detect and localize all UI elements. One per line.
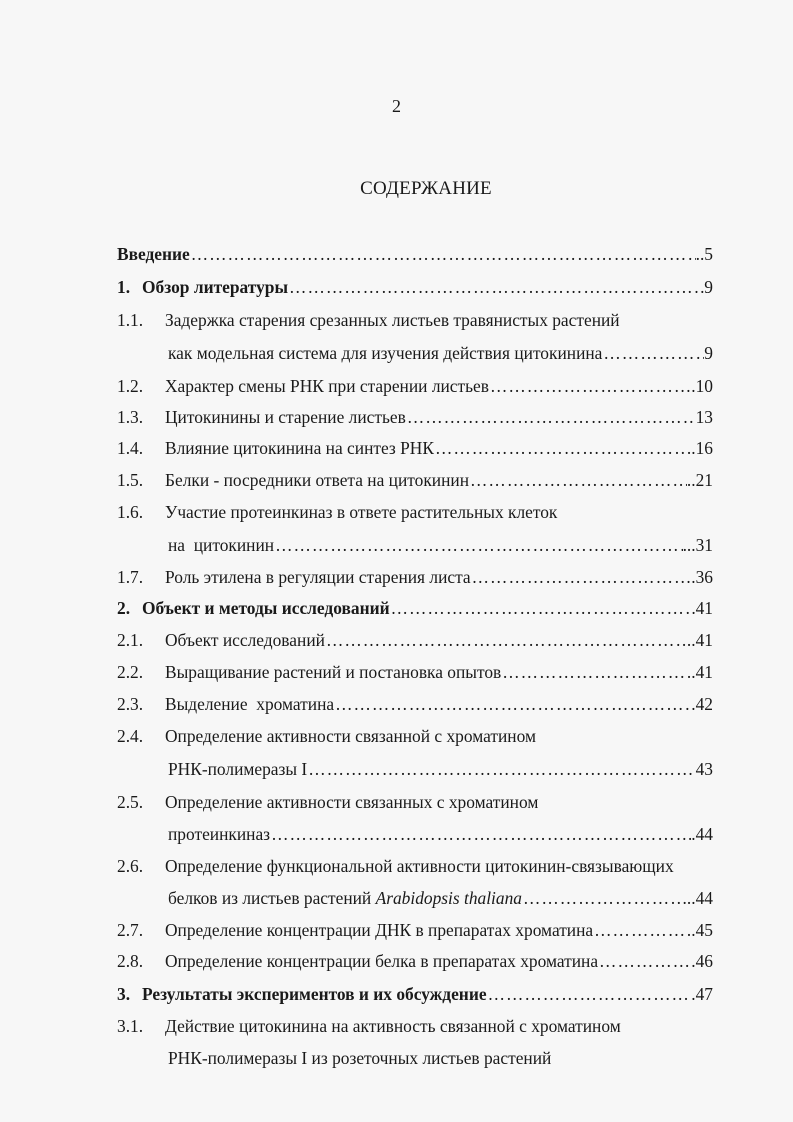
leader-dots — [489, 370, 691, 402]
toc-page-number: ..44 — [686, 888, 713, 908]
toc-entry-1-4 — [0, 432, 793, 464]
toc-entry-title: Характер смены РНК при старении листьев — [165, 376, 489, 396]
toc-entry-title: Цитокинины и старение листьев — [165, 407, 406, 427]
toc-page-number: ..21 — [686, 470, 713, 490]
toc-page-number: .47 — [691, 984, 713, 1004]
toc-entry-number: 1.1. — [117, 310, 144, 330]
toc-entry-2-7 — [0, 914, 793, 946]
toc-page-number: 9 — [704, 343, 713, 363]
toc-page-number: 41 — [695, 598, 713, 618]
leader-dots — [434, 432, 687, 464]
toc-entry-title: Объект исследований — [165, 630, 325, 650]
leader-dots — [325, 624, 687, 656]
toc-entry-title: Выращивание растений и постановка опытов — [165, 662, 502, 682]
toc-entry-title: Введение — [117, 244, 190, 264]
toc-entry-1-7 — [0, 561, 793, 593]
page-number: 2 — [392, 96, 401, 116]
toc-entry-title: Определение функциональной активности цитокинин-связывающих — [165, 856, 674, 876]
toc-entry-2-5-cont — [0, 818, 793, 850]
page-title: СОДЕРЖАНИЕ — [360, 178, 492, 199]
toc-entry-number: 2.2. — [117, 662, 144, 682]
toc-page-number: .45 — [691, 920, 713, 940]
toc-entry-number: 1.3. — [117, 407, 144, 427]
toc-entry-2-1 — [0, 624, 793, 656]
toc-page-number: ..41 — [686, 662, 713, 682]
toc-entry-number: 2. — [117, 598, 131, 618]
toc-entry-number: 1.2. — [117, 376, 144, 396]
toc-entry-1-1-cont — [0, 337, 793, 369]
toc-entry-title: Обзор литературы — [142, 277, 289, 297]
toc-entry-1-5 — [0, 464, 793, 496]
leader-dots — [390, 592, 696, 624]
toc-entry-number: 3. — [117, 984, 131, 1004]
toc-entry-2-4 — [0, 720, 793, 752]
leader-dots — [334, 688, 691, 720]
toc-entry-2-4-cont — [0, 753, 793, 785]
toc-page-number: 9 — [704, 277, 713, 297]
toc-entry-title: Объект и методы исследований — [142, 598, 390, 618]
leader-dots — [471, 561, 692, 593]
toc-entry-title-cont: на цитокинин — [168, 535, 275, 555]
toc-entry-title-cont: как модельная система для изучения действия цитокинина — [168, 343, 603, 363]
toc-page-number: ...31 — [682, 535, 713, 555]
toc-entry-2-8 — [0, 945, 793, 977]
toc-entry-title-cont: РНК-полимеразы I — [168, 759, 308, 779]
toc-entry-3 — [0, 978, 793, 1010]
toc-entry-2-6-cont — [0, 882, 793, 914]
toc-entry-1-6-cont — [0, 529, 793, 561]
toc-entry-1-6 — [0, 496, 793, 528]
toc-page-number: 13 — [695, 407, 713, 427]
toc-entry-title: Определение активности связанных с хроматином — [165, 792, 539, 812]
toc-entry-title: Действие цитокинина на активность связанной с хроматином — [165, 1016, 621, 1036]
toc-entry-title-cont: протеинкиназ — [168, 824, 271, 844]
leader-dots — [288, 271, 704, 303]
toc-entry-number: 1.6. — [117, 502, 144, 522]
toc-entry-number: 1.5. — [117, 470, 144, 490]
leader-dots — [190, 238, 696, 270]
leader-dots — [593, 914, 691, 946]
toc-entry-number: 2.4. — [117, 726, 144, 746]
leader-dots — [602, 337, 704, 369]
leader-dots — [406, 401, 696, 433]
toc-entry-title-cont: РНК-полимеразы I из розеточных листьев растений — [168, 1048, 552, 1068]
toc-entry-title: Участие протеинкиназ в ответе растительных клеток — [165, 502, 558, 522]
toc-entry-number: 2.5. — [117, 792, 144, 812]
toc-entry-3-1 — [0, 1010, 793, 1042]
leader-dots — [307, 753, 695, 785]
toc-entry-title: Задержка старения срезанных листьев травянистых растений — [165, 310, 620, 330]
toc-page-number: .36 — [691, 567, 713, 587]
toc-page-number: ..5 — [695, 244, 713, 264]
toc-entry-2 — [0, 592, 793, 624]
toc-entry-number: 3.1. — [117, 1016, 144, 1036]
toc-entry-2-5 — [0, 786, 793, 818]
toc-entry-title: Влияние цитокинина на синтез РНК — [165, 438, 434, 458]
leader-dots — [501, 656, 687, 688]
toc-entry-1 — [0, 271, 793, 303]
leader-dots — [274, 529, 682, 561]
toc-entry-intro — [0, 238, 793, 270]
toc-entry-1-1 — [0, 304, 793, 336]
leader-dots — [487, 978, 692, 1010]
toc-entry-number: 2.1. — [117, 630, 144, 650]
toc-entry-3-1-cont — [0, 1042, 793, 1074]
toc-entry-number: 2.7. — [117, 920, 144, 940]
toc-entry-1-3 — [0, 401, 793, 433]
toc-entry-number: 2.8. — [117, 951, 144, 971]
toc-entry-number: 1.7. — [117, 567, 144, 587]
toc-entry-title: Определение активности связанной с хроматином — [165, 726, 536, 746]
toc-page-number: 43 — [695, 759, 713, 779]
toc-entry-2-3 — [0, 688, 793, 720]
toc-page-number: ..16 — [686, 438, 713, 458]
leader-dots — [270, 818, 691, 850]
toc-entry-title: Определение концентрации ДНК в препаратах хроматина — [165, 920, 594, 940]
toc-page-number: .44 — [691, 824, 713, 844]
toc-page-number: .42 — [691, 694, 713, 714]
toc-entry-2-6 — [0, 850, 793, 882]
toc-entry-2-2 — [0, 656, 793, 688]
leader-dots — [522, 882, 687, 914]
toc-entry-title: Выделение хроматина — [165, 694, 335, 714]
toc-entry-number: 1.4. — [117, 438, 144, 458]
toc-entry-number: 2.6. — [117, 856, 144, 876]
species-name: Arabidopsis thaliana — [375, 888, 522, 908]
toc-page-number: .10 — [691, 376, 713, 396]
toc-page-number: ..41 — [686, 630, 713, 650]
leader-dots — [469, 464, 687, 496]
toc-entry-title: Белки - посредники ответа на цитокинин — [165, 470, 470, 490]
toc-entry-1-2 — [0, 370, 793, 402]
toc-entry-title: Определение концентрации белка в препаратах хроматина — [165, 951, 599, 971]
toc-page-number: .46 — [691, 951, 713, 971]
toc-entry-number: 2.3. — [117, 694, 144, 714]
toc-entry-title: Роль этилена в регуляции старения листа — [165, 567, 471, 587]
leader-dots — [598, 945, 691, 977]
toc-entry-title: Результаты экспериментов и их обсуждение — [142, 984, 487, 1004]
toc-entry-number: 1. — [117, 277, 131, 297]
toc-entry-title-cont: белков из листьев растений — [168, 888, 376, 908]
